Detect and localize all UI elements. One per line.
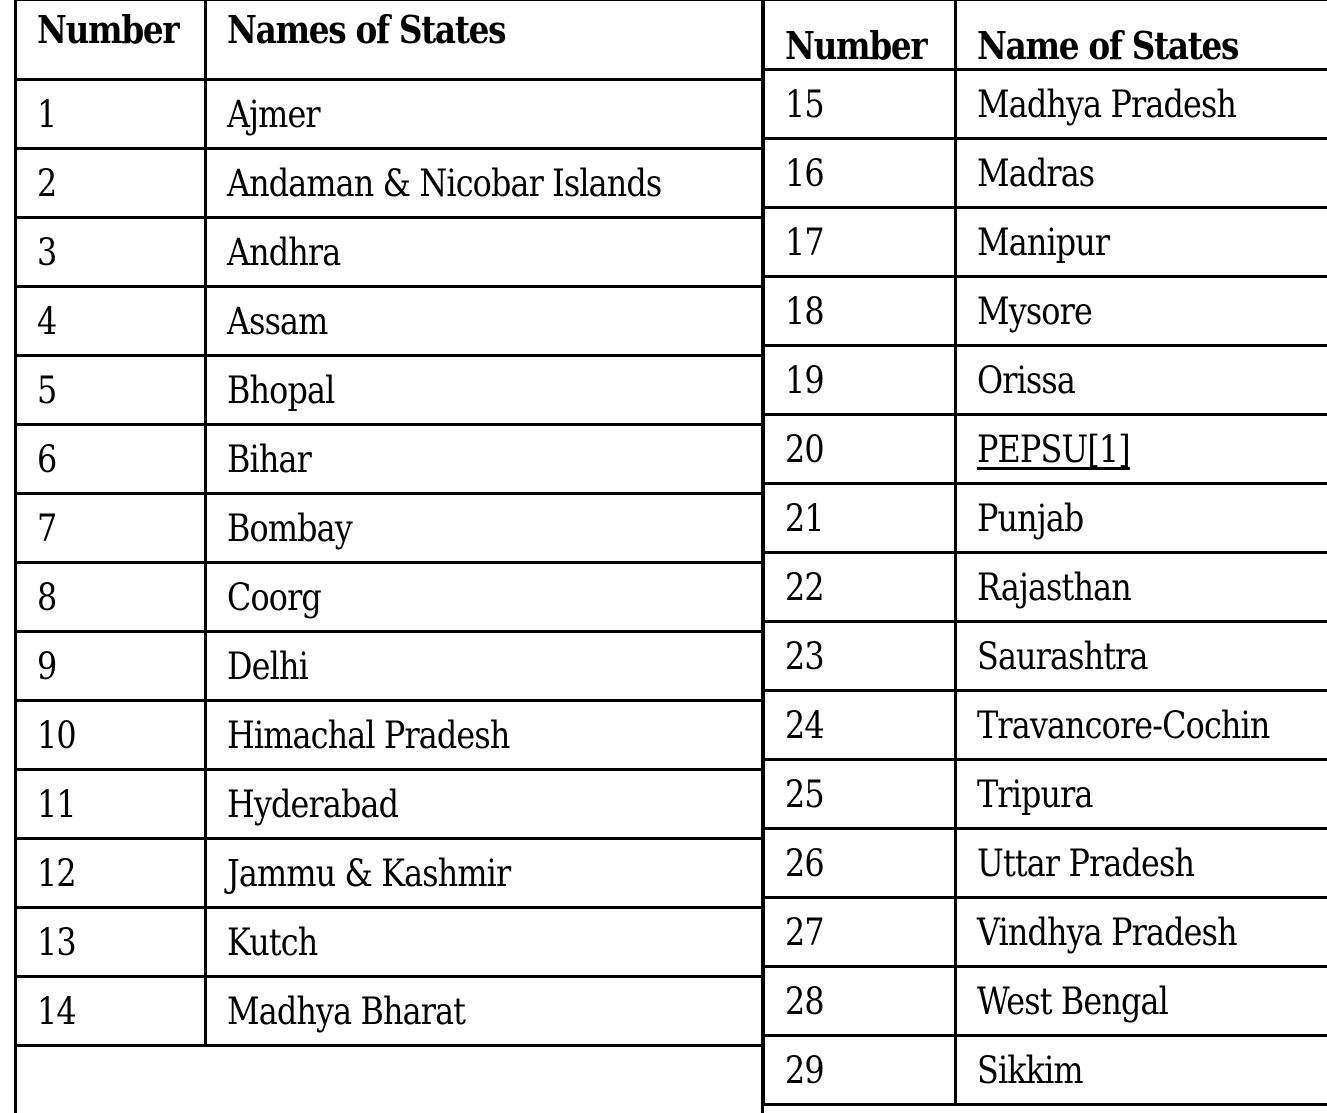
table-row bbox=[764, 829, 1327, 898]
state-name: Himachal Pradesh bbox=[206, 701, 763, 770]
column-header-names: Name of States bbox=[956, 0, 1327, 70]
state-name: Punjab bbox=[956, 484, 1327, 553]
state-name: Madhya Bharat bbox=[206, 977, 763, 1046]
state-number: 1 bbox=[16, 80, 206, 149]
state-name: Ajmer bbox=[206, 80, 763, 149]
states-table-left bbox=[14, 0, 764, 1113]
table-row bbox=[16, 908, 763, 977]
table-row bbox=[16, 287, 763, 356]
state-name: Bihar bbox=[206, 425, 763, 494]
table-row bbox=[764, 898, 1327, 967]
state-number: 5 bbox=[16, 356, 206, 425]
state-number: 11 bbox=[16, 770, 206, 839]
table-row bbox=[764, 1036, 1327, 1105]
state-number: 28 bbox=[764, 967, 956, 1036]
state-name: Andhra bbox=[206, 218, 763, 287]
state-name: Saurashtra bbox=[956, 622, 1327, 691]
state-name: West Bengal bbox=[956, 967, 1327, 1036]
empty-cell bbox=[16, 1046, 763, 1113]
table-row bbox=[764, 760, 1327, 829]
state-name: Bhopal bbox=[206, 356, 763, 425]
states-table-right bbox=[762, 0, 1327, 1106]
state-name: Assam bbox=[206, 287, 763, 356]
state-name: Jammu & Kashmir bbox=[206, 839, 763, 908]
header-row bbox=[16, 0, 763, 80]
table-row bbox=[16, 563, 763, 632]
column-header-number: Number bbox=[16, 0, 206, 80]
header-row bbox=[764, 0, 1327, 70]
state-name: Vindhya Pradesh bbox=[956, 898, 1327, 967]
state-number: 7 bbox=[16, 494, 206, 563]
state-number: 3 bbox=[16, 218, 206, 287]
state-name: Rajasthan bbox=[956, 553, 1327, 622]
state-name: Hyderabad bbox=[206, 770, 763, 839]
table-row bbox=[16, 770, 763, 839]
state-number: 20 bbox=[764, 415, 956, 484]
state-name: Kutch bbox=[206, 908, 763, 977]
state-number: 13 bbox=[16, 908, 206, 977]
state-name: Andaman & Nicobar Islands bbox=[206, 149, 763, 218]
table-row bbox=[764, 553, 1327, 622]
footnote-link[interactable]: PEPSU[1] bbox=[977, 428, 1130, 471]
state-name: Coorg bbox=[206, 563, 763, 632]
state-number: 29 bbox=[764, 1036, 956, 1105]
state-name: Travancore-Cochin bbox=[956, 691, 1327, 760]
table-row bbox=[16, 80, 763, 149]
state-number: 15 bbox=[764, 70, 956, 139]
state-name: Madras bbox=[956, 139, 1327, 208]
table-row bbox=[764, 622, 1327, 691]
table-row bbox=[16, 425, 763, 494]
state-name: Orissa bbox=[956, 346, 1327, 415]
state-number: 17 bbox=[764, 208, 956, 277]
state-name: Delhi bbox=[206, 632, 763, 701]
state-number: 14 bbox=[16, 977, 206, 1046]
state-number: 16 bbox=[764, 139, 956, 208]
state-number: 19 bbox=[764, 346, 956, 415]
state-number: 9 bbox=[16, 632, 206, 701]
state-name: Sikkim bbox=[956, 1036, 1327, 1105]
state-number: 26 bbox=[764, 829, 956, 898]
table-row bbox=[16, 218, 763, 287]
table-row bbox=[764, 415, 1327, 484]
state-number: 18 bbox=[764, 277, 956, 346]
table-row bbox=[16, 632, 763, 701]
state-number: 6 bbox=[16, 425, 206, 494]
state-number: 8 bbox=[16, 563, 206, 632]
table-row bbox=[764, 484, 1327, 553]
state-number: 25 bbox=[764, 760, 956, 829]
table-row bbox=[764, 346, 1327, 415]
column-header-number: Number bbox=[764, 0, 956, 70]
table-row bbox=[764, 967, 1327, 1036]
table-row bbox=[764, 277, 1327, 346]
state-name: Manipur bbox=[956, 208, 1327, 277]
table-row bbox=[764, 70, 1327, 139]
table-row bbox=[16, 494, 763, 563]
state-name: Madhya Pradesh bbox=[956, 70, 1327, 139]
table-row bbox=[16, 356, 763, 425]
table-row bbox=[16, 701, 763, 770]
table-row bbox=[16, 149, 763, 218]
state-number: 10 bbox=[16, 701, 206, 770]
state-number: 2 bbox=[16, 149, 206, 218]
column-header-names: Names of States bbox=[206, 0, 763, 80]
state-number: 12 bbox=[16, 839, 206, 908]
state-number: 23 bbox=[764, 622, 956, 691]
state-name: Mysore bbox=[956, 277, 1327, 346]
state-number: 21 bbox=[764, 484, 956, 553]
empty-row bbox=[16, 1046, 763, 1113]
table-row bbox=[764, 691, 1327, 760]
state-name: Uttar Pradesh bbox=[956, 829, 1327, 898]
state-number: 4 bbox=[16, 287, 206, 356]
state-number: 27 bbox=[764, 898, 956, 967]
table-row bbox=[764, 139, 1327, 208]
table-row bbox=[16, 977, 763, 1046]
state-name: Tripura bbox=[956, 760, 1327, 829]
state-number: 24 bbox=[764, 691, 956, 760]
table-row bbox=[764, 208, 1327, 277]
state-name bbox=[956, 415, 1327, 484]
table-row bbox=[16, 839, 763, 908]
state-name: Bombay bbox=[206, 494, 763, 563]
state-number: 22 bbox=[764, 553, 956, 622]
